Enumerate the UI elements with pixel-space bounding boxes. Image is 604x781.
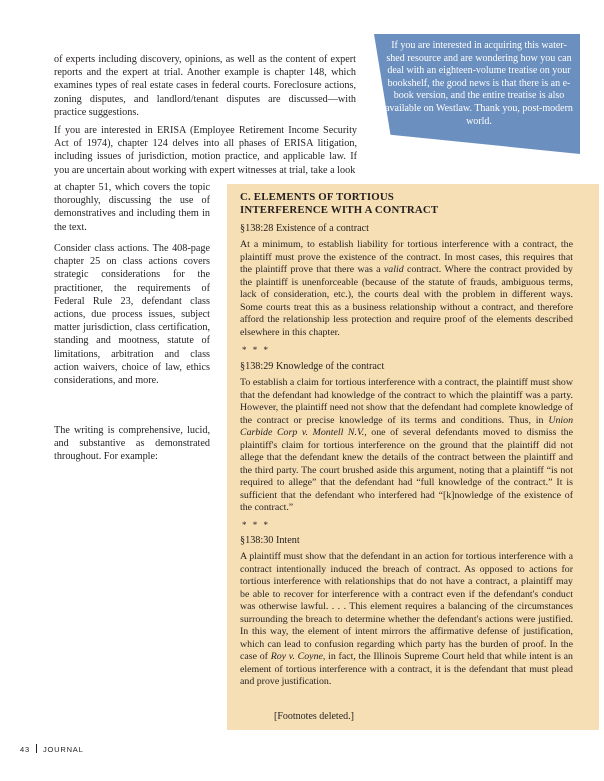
body-paragraph-2-continued: at chapter 51, which covers the topic thoroughly, discussing the use of demonstratives and including them in the text. — [54, 182, 210, 233]
footnotes-deleted-note: [Footnotes deleted.] — [274, 711, 354, 722]
callout-text: If you are interested in acquiring this water-shed resource and are wondering how you can deal with an eighteen-volume treatise on your bookshelf, the good news is that there is an e-book version, and the entire treatise is also available on Westlaw. Thank you, post-modern world. — [385, 40, 573, 127]
emphasis-valid: valid — [383, 264, 404, 276]
excerpt-title — [240, 191, 580, 217]
section-separator-2: * * * — [242, 520, 270, 530]
body-paragraph-3: Consider class actions. The 408-page chapter 25 on class actions covers strategic considerations for the practitioner, the requirements of Federal Rule 23, defendant class actions, due process issues, subject matter jurisdiction, class certification, standing and mootness, statute of limitations, arbitration and class action waivers, choice of law, ethics considerations, and more. — [54, 243, 210, 387]
body-paragraph-2: If you are interested in ERISA (Employee Retirement Income Security Act of 1974), chapter 124 delves into all phases of ERISA litigation, including issues of jurisdiction, motion practice, and applicable law. If you are uncertain about working with expert witnesses at trial, take a look — [54, 125, 357, 176]
section-body-138-30 — [240, 551, 573, 689]
section-body-138-28-part-1: At a minimum, to establish liability for tortious interference with a contract, the plaintiff must prove the existence of the contract. In most cases, this requires that the plaintiff prove that there was a — [240, 239, 573, 276]
section-body-138-29 — [240, 377, 573, 515]
section-separator-1: * * * — [242, 345, 270, 355]
section-body-138-29-part-1: To establish a claim for tortious interference with a contract, the plaintiff must show that the defendant had knowledge of the contract to which the plaintiff was a party. However, the plaintiff need not show that the defendant had complete knowledge of the contract or precise knowledge of its terms and conditions. Thus, in — [240, 377, 573, 426]
excerpt-title-line-2: INTERFERENCE WITH A CONTRACT — [240, 204, 439, 216]
body-paragraph-4: The writing is comprehensive, lucid, and substantive as demonstrated throughout. For example: — [54, 425, 210, 463]
section-heading-138-28: §138:28 Existence of a contract — [240, 223, 369, 234]
case-name-union-carbide: Union Carbide Corp v. Montell N.V. — [240, 414, 573, 439]
footer-divider — [36, 744, 37, 753]
page-number: 43 — [20, 745, 30, 754]
section-body-138-30-part-2: , in fact, the Illinois Supreme Court held that while intent is an element of tortious interference with a contract, it is the defendant that must plead and prove justification. — [240, 651, 573, 688]
body-paragraph-1: of experts including discovery, opinions, as well as the content of expert reports and the expert at trial. Another example is chapter 148, which examines types of real estate cases in federal courts. Foreclosure actions, zoning disputes, and landlord/tenant disputes are discussed—with practice suggestions. — [54, 54, 356, 118]
section-body-138-30-part-1: A plaintiff must show that the defendant in an action for tortious interference with a contract intentionally induced the breach of contract. As opposed to actions for tortious interference with relationships that do not have a contract, a plaintiff may be able to recover for interference with a contract even if the defendant's conduct was otherwise lawful. . . . This element requires a balancing of the circumstances surrounding the breach to determine whether the defendant's actions were justified. In this way, the element of intent mirrors the affirmative defense of justification, which can lead to confusion regarding which party has the burden of proof. In the case of — [240, 551, 573, 663]
section-body-138-29-part-2: , one of several defendants moved to dismiss the plaintiff's claim for tortious interference on the ground that the plaintiff did not allege that the defendant knew the details of the contract between the plaintiff and the third party. The court brushed aside this argument, noting that a plaintiff “is not required to allege” that the defendant had “full knowledge of the contract.” It is sufficient that the defendant who interfered had “[k]nowledge of the existence of the contract.” — [240, 427, 573, 514]
page-footer — [20, 744, 84, 756]
section-body-138-28-part-2: contract. Where the contract provided by the plaintiff is unenforceable (because of the statute of frauds, ambiguous terms, lack of consideration, etc.), the courts deal with the problem in different ways. Some courts treat this as a business relationship without a contract, and therefore afford the relationship less protection and require proof of the elements described elsewhere in this chapter. — [240, 264, 573, 338]
case-name-roy-v-coyne: Roy v. Coyne — [270, 651, 323, 663]
publication-name: JOURNAL — [42, 745, 84, 754]
section-heading-138-29: §138:29 Knowledge of the contract — [240, 361, 385, 372]
excerpt-title-line-1: C. ELEMENTS OF TORTIOUS — [240, 191, 395, 203]
section-heading-138-30: §138:30 Intent — [240, 535, 300, 546]
section-body-138-28 — [240, 239, 573, 339]
